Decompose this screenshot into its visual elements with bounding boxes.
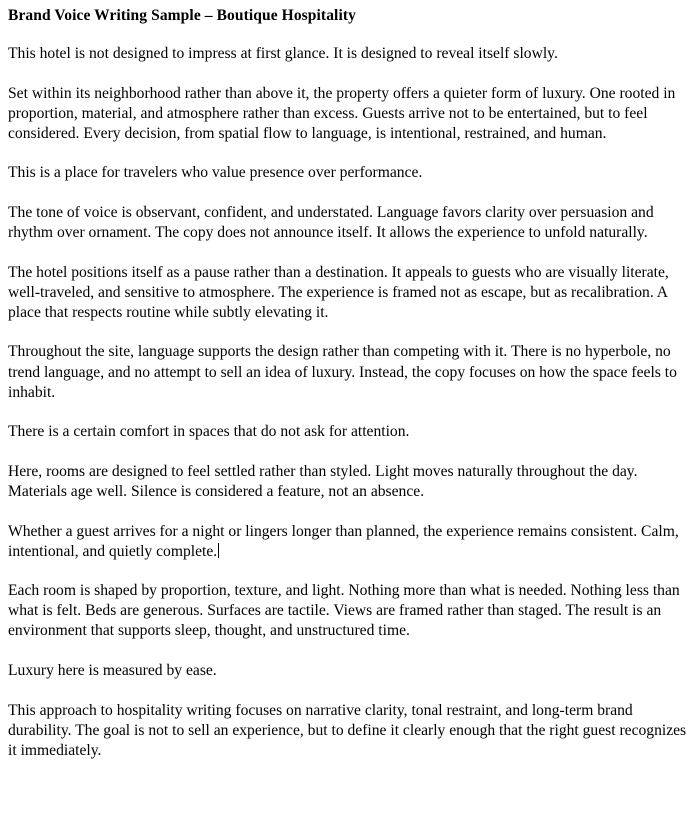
text-insertion-caret	[218, 543, 219, 558]
document-title: Brand Voice Writing Sample – Boutique Hospitality	[8, 7, 356, 24]
paragraph-2: Set within its neighborhood rather than above it, the property offers a quieter form of luxury. One rooted in proportion, material, and atmosphere rather than excess. Guests arrive not to be entertained, but to feel considered. Every decision, from spatial flow to language, is intentional, restrained, and human.	[8, 84, 676, 142]
paragraph-9-text: Whether a guest arrives for a night or lingers longer than planned, the experience remains consistent. Calm, intentional, and quietly complete.	[8, 522, 679, 560]
paragraph-4: The tone of voice is observant, confident, and understated. Language favors clarity over persuasion and rhythm over ornament. The copy does not announce itself. It allows the experience to unfold naturally.	[8, 203, 654, 242]
paragraph-7: There is a certain comfort in spaces that do not ask for attention.	[8, 423, 410, 441]
paragraph-10: Each room is shaped by proportion, texture, and light. Nothing more than what is needed. Nothing less than what is felt. Beds are generous. Surfaces are tactile. Views are framed rather than staged. The result is an environment that supports sleep, thought, and unstructured time.	[8, 582, 680, 640]
paragraph-6: Throughout the site, language supports the design rather than competing with it. There is no hyperbole, no trend language, and no attempt to sell an idea of luxury. Instead, the copy focuses on how the space feels to inhabit.	[8, 343, 677, 401]
paragraph-9-with-caret	[8, 522, 688, 562]
paragraph-3: This is a place for travelers who value presence over performance.	[8, 164, 423, 182]
paragraph-11: Luxury here is measured by ease.	[8, 661, 217, 679]
paragraph-1: This hotel is not designed to impress at first glance. It is designed to reveal itself slowly.	[8, 45, 558, 62]
paragraph-12: This approach to hospitality writing focuses on narrative clarity, tonal restraint, and long-term brand durability. The goal is not to sell an experience, but to define it clearly enough that the right guest recognizes it immediately.	[8, 701, 687, 759]
paragraph-5: The hotel positions itself as a pause rather than a destination. It appeals to guests who are visually literate, well-traveled, and sensitive to atmosphere. The experience is framed not as escape, but as recalibration. A place that respects routine while subtly elevating it.	[8, 263, 669, 321]
paragraph-8: Here, rooms are designed to feel settled rather than styled. Light moves naturally throughout the day. Materials age well. Silence is considered a feature, not an absence.	[8, 462, 638, 500]
